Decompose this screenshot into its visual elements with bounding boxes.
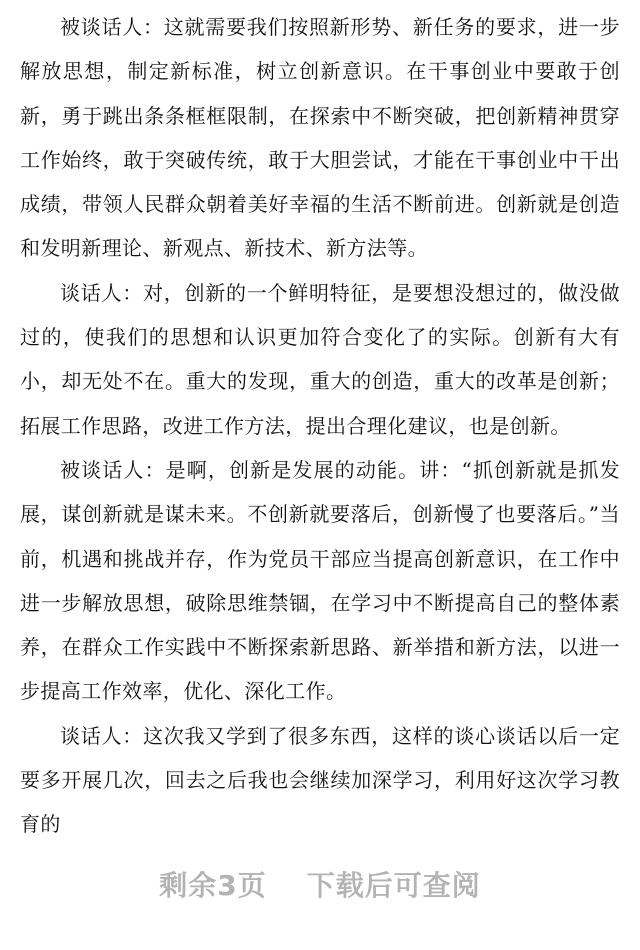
remaining-pages-label[interactable]: 剩余3页: [159, 869, 267, 902]
paragraph-3: 被谈话人：是啊，创新是发展的动能。讲：“抓创新就是抓发展，谋创新就是谋未来。不创新就要落后，创新慢了也要落后。”当前，机遇和挑战并存，作为党员干部应当提高创新意识，在工作中进一步解放思想，破除思维禁锢，在学习中不断提高自己的整体素养，在群众工作实践中不断探索新思路、新举措和新方法，以进一步提高工作效率，优化、深化工作。: [20, 457, 620, 704]
download-to-view-label[interactable]: 下载后可查阅: [306, 869, 481, 902]
paragraph-4: 谈话人：这次我又学到了很多东西，这样的谈心谈话以后一定要多开展几次，回去之后我也会继续加深学习，利用好这次学习教育的: [20, 723, 620, 837]
document-body: [20, 0, 620, 847]
paragraph-2: 谈话人：对，创新的一个鲜明特征，是要想没想过的，做没做过的，使我们的思想和认识更加符合变化了的实际。创新有大有小，却无处不在。重大的发现，重大的创造，重大的改革是创新；拓展工作思路，改进工作方法，提出合理化建议，也是创新。: [20, 280, 620, 438]
download-prompt-banner[interactable]: [0, 864, 640, 904]
paragraph-1: 被谈话人：这就需要我们按照新形势、新任务的要求，进一步解放思想，制定新标准，树立创新意识。在干事创业中要敢于创新，勇于跳出条条框框限制，在探索中不断突破，把创新精神贯穿工作始终，敢于突破传统，敢于大胆尝试，才能在干事创业中干出成绩，带领人民群众朝着美好幸福的生活不断前进。创新就是创造和发明新理论、新观点、新技术、新方法等。: [20, 15, 620, 261]
